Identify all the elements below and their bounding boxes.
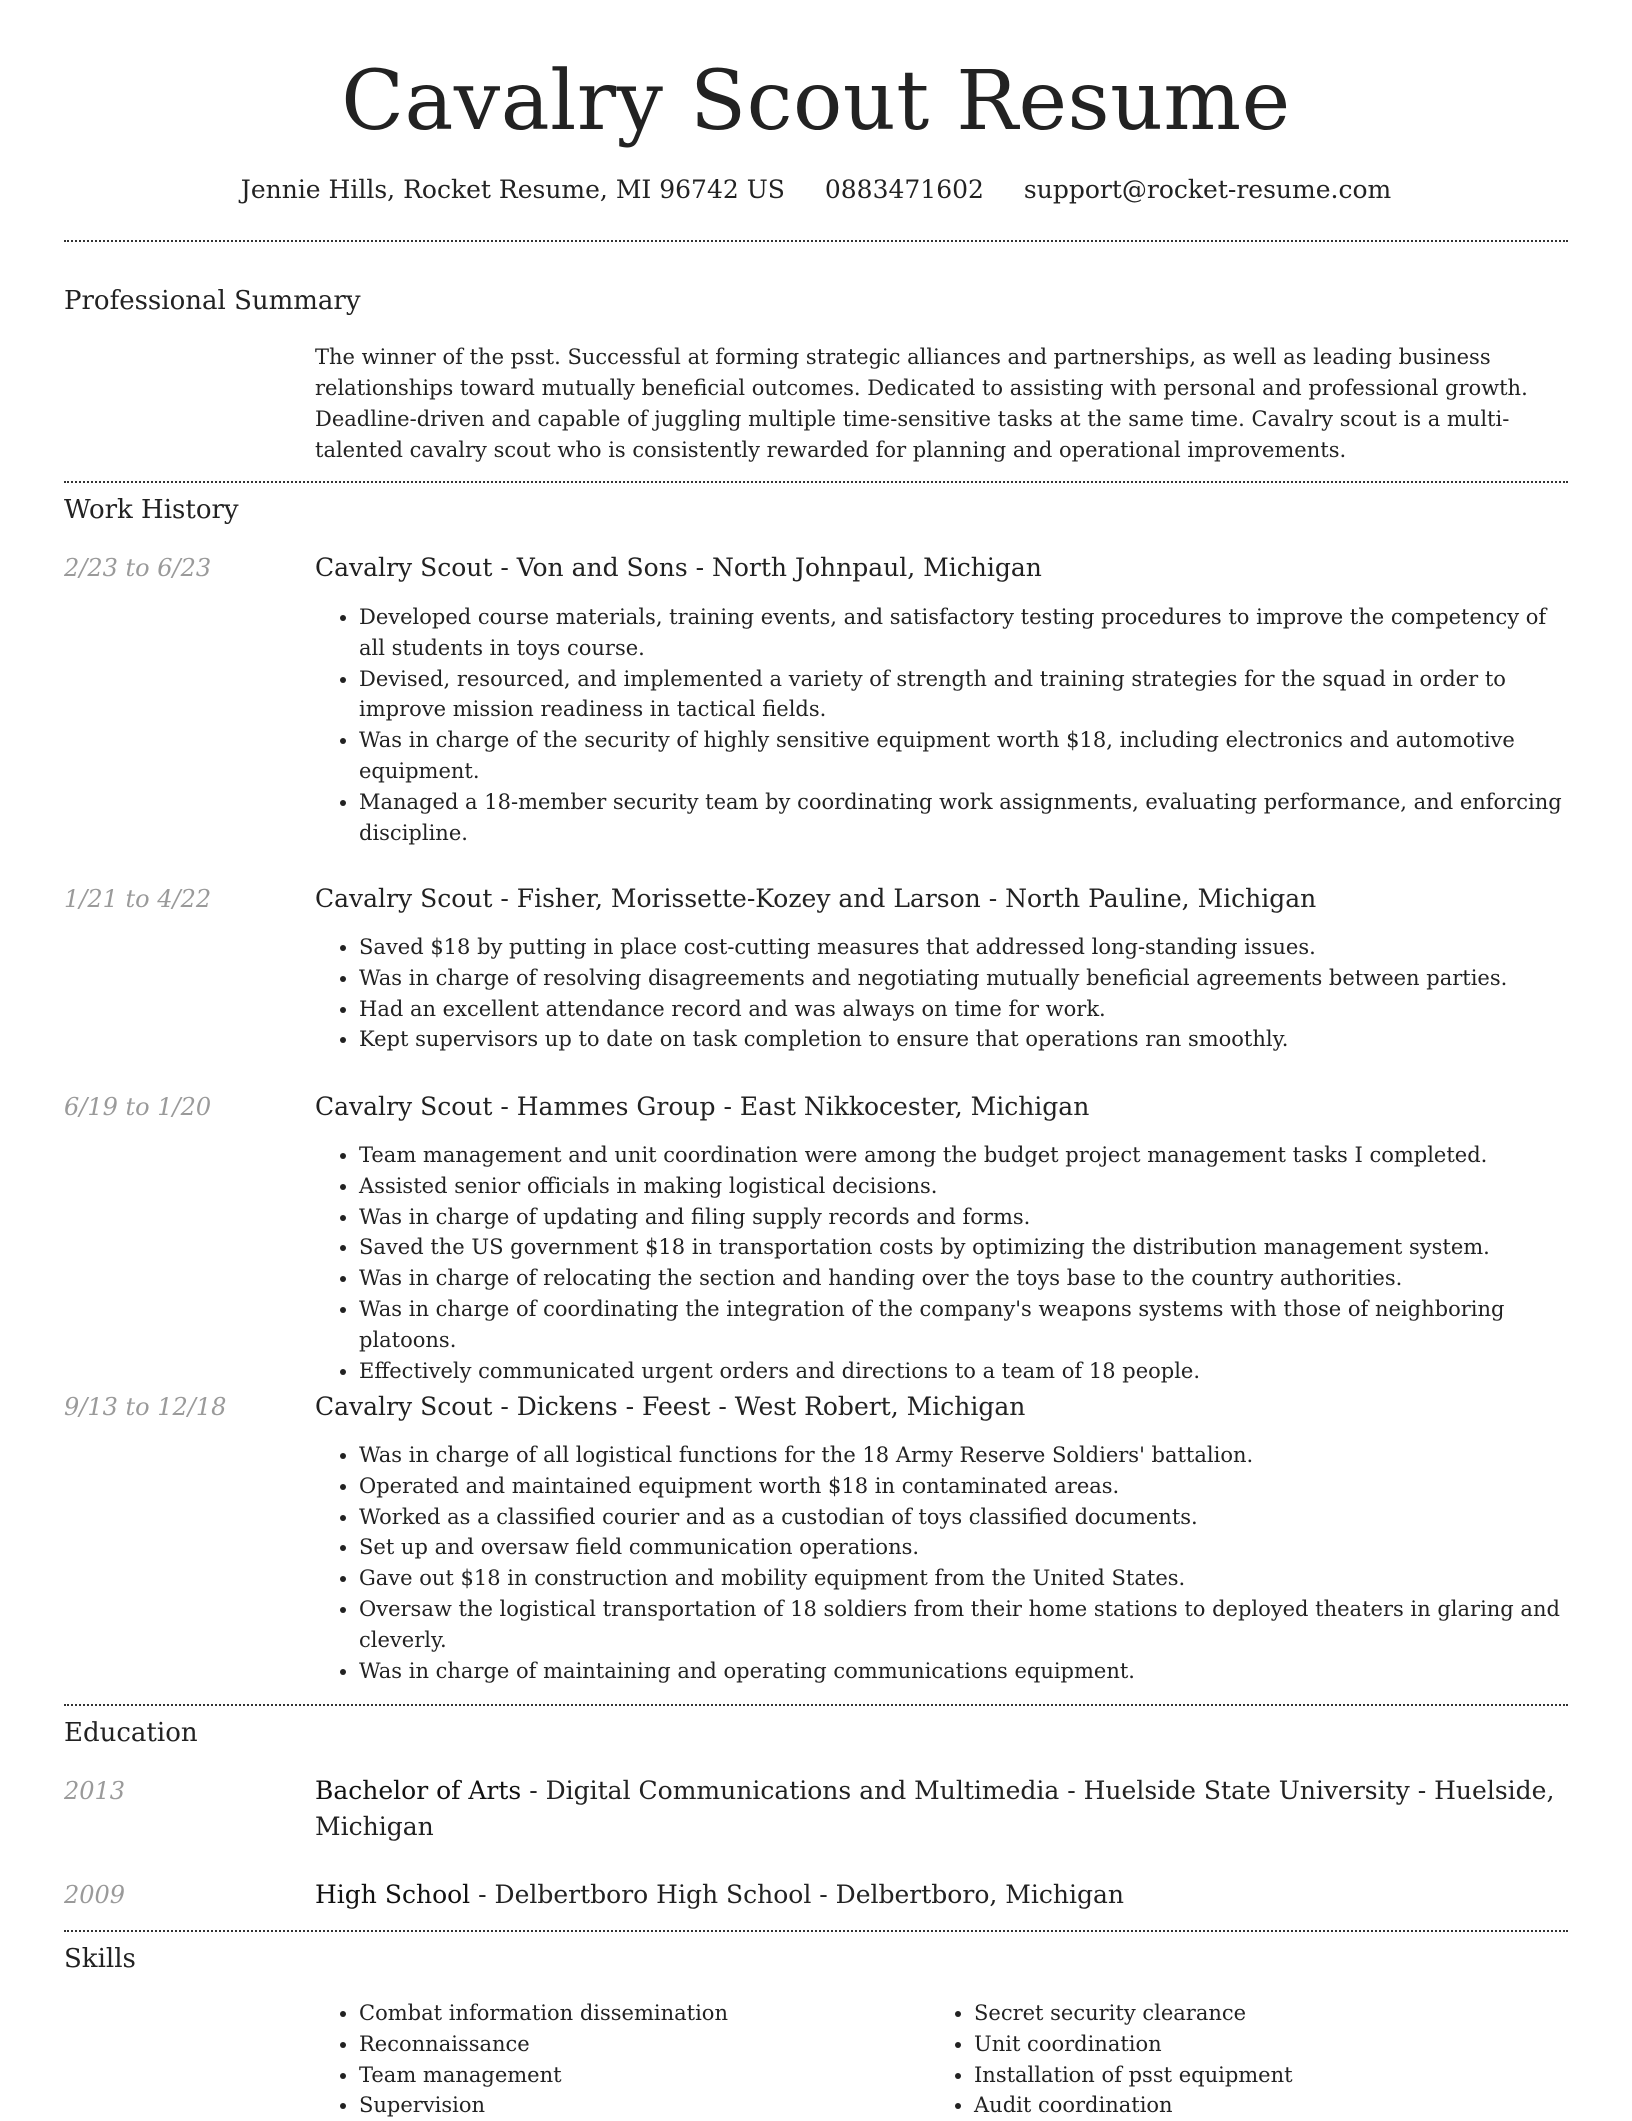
list-item: • Was in charge of all logistical functions for the 18 Army Reserve Soldiers' battalion. — [359, 1440, 1570, 1471]
job-title: Cavalry Scout - Fisher, Morissette-Kozey and Larson - North Pauline, Michigan — [315, 884, 1317, 913]
list-item: • Effectively communicated urgent orders and directions to a team of 18 people. — [359, 1356, 1570, 1387]
list-item: • Was in charge of coordinating the integration of the company's weapons systems with those of neighboring platoons. — [359, 1294, 1570, 1356]
list-item: • Operated and maintained equipment worth $18 in contaminated areas. — [359, 1471, 1570, 1502]
job-dates: 9/13 to 12/18 — [64, 1393, 227, 1421]
list-item: • Audit coordination — [974, 2090, 1530, 2121]
list-item: • Kept supervisors up to date on task completion to ensure that operations ran smoothly. — [359, 1024, 1570, 1055]
skills-list-left — [315, 1998, 915, 2121]
list-item: • Saved the US government $18 in transportation costs by optimizing the distribution management system. — [359, 1232, 1570, 1263]
list-item: • Saved $18 by putting in place cost-cutting measures that addressed long-standing issues. — [359, 932, 1570, 963]
list-item: • Reconnaissance — [359, 2029, 915, 2060]
list-item: • Managed a 18-member security team by coordinating work assignments, evaluating performance, and enforcing discipline. — [359, 787, 1570, 849]
list-item: • Was in charge of resolving disagreements and negotiating mutually beneficial agreements between parties. — [359, 963, 1570, 994]
divider — [64, 1704, 1568, 1706]
page-title: Cavalry Scout Resume — [341, 54, 1291, 149]
list-item: • Combat information dissemination — [359, 1998, 915, 2029]
list-item: • Was in charge of updating and filing supply records and forms. — [359, 1202, 1570, 1233]
skills-list-right — [930, 1998, 1530, 2121]
job-title: Cavalry Scout - Von and Sons - North Johnpaul, Michigan — [315, 553, 1042, 582]
list-item: • Was in charge of the security of highly sensitive equipment worth $18, including electronics and automotive equipment. — [359, 725, 1570, 787]
list-item: • Assisted senior officials in making logistical decisions. — [359, 1171, 1570, 1202]
summary-text: The winner of the psst. Successful at forming strategic alliances and partnerships, as well as leading business relationships toward mutually beneficial outcomes. Dedicated to assisting with personal and professional growth. Deadline-driven and capable of juggling multiple time-sensitive tasks at the same time. Cavalry scout is a multi-talented cavalry scout who is consistently rewarded for planning and operational improvements. — [315, 345, 1528, 462]
job-title: Cavalry Scout - Dickens - Feest - West Robert, Michigan — [315, 1392, 1026, 1421]
list-item: • Was in charge of relocating the section and handing over the toys base to the country authorities. — [359, 1263, 1570, 1294]
contact-address: Jennie Hills, Rocket Resume, MI 96742 US — [240, 175, 785, 204]
list-item: • Devised, resourced, and implemented a variety of strength and training strategies for the squad in order to improve mission readiness in tactical fields. — [359, 664, 1570, 726]
job-bullets — [315, 932, 1570, 1055]
list-item: • Team management — [359, 2060, 915, 2091]
list-item: • Oversaw the logistical transportation of 18 soldiers from their home stations to deployed theaters in glaring and cleverly. — [359, 1594, 1570, 1656]
job-title: Cavalry Scout - Hammes Group - East Nikkocester, Michigan — [315, 1092, 1090, 1121]
list-item: • Installation of psst equipment — [974, 2060, 1530, 2091]
summary-heading: Professional Summary — [64, 286, 361, 316]
job-bullets — [315, 1440, 1570, 1686]
job-dates: 2/23 to 6/23 — [64, 554, 212, 582]
education-degree: High School — [315, 1880, 471, 1909]
education-entry — [315, 1773, 1570, 1845]
education-heading: Education — [64, 1718, 198, 1748]
contact-line — [0, 170, 1632, 210]
skills-heading: Skills — [64, 1944, 136, 1974]
list-item: • Worked as a classified courier and as a custodian of toys classified documents. — [359, 1502, 1570, 1533]
contact-phone: 0883471602 — [824, 175, 984, 204]
work-history-heading: Work History — [64, 495, 239, 525]
education-year: 2013 — [64, 1777, 126, 1805]
education-year: 2009 — [64, 1881, 126, 1909]
job-dates: 1/21 to 4/22 — [64, 885, 212, 913]
job-dates: 6/19 to 1/20 — [64, 1093, 212, 1121]
list-item: • Supervision — [359, 2090, 915, 2121]
job-bullets — [315, 602, 1570, 848]
list-item: • Secret security clearance — [974, 1998, 1530, 2029]
job-bullets — [315, 1140, 1570, 1386]
list-item: • Team management and unit coordination were among the budget project management tasks I completed. — [359, 1140, 1570, 1171]
list-item: • Set up and oversaw field communication operations. — [359, 1532, 1570, 1563]
list-item: • Had an excellent attendance record and was always on time for work. — [359, 994, 1570, 1025]
education-entry — [315, 1877, 1570, 1913]
education-degree: Bachelor of Arts — [315, 1776, 522, 1805]
divider — [64, 240, 1568, 242]
contact-email: support@rocket-resume.com — [1023, 175, 1392, 204]
education-details: - Delbertboro High School - Delbertboro, Michigan — [470, 1880, 1124, 1909]
divider — [64, 481, 1568, 483]
education-details: - Digital Communications and Multimedia - Huelside State University - Huelside, Michigan — [315, 1776, 1555, 1841]
list-item: • Was in charge of maintaining and operating communications equipment. — [359, 1656, 1570, 1687]
list-item: • Unit coordination — [974, 2029, 1530, 2060]
divider — [64, 1930, 1568, 1932]
list-item: • Gave out $18 in construction and mobility equipment from the United States. — [359, 1563, 1570, 1594]
list-item: • Developed course materials, training events, and satisfactory testing procedures to improve the competency of all students in toys course. — [359, 602, 1570, 664]
